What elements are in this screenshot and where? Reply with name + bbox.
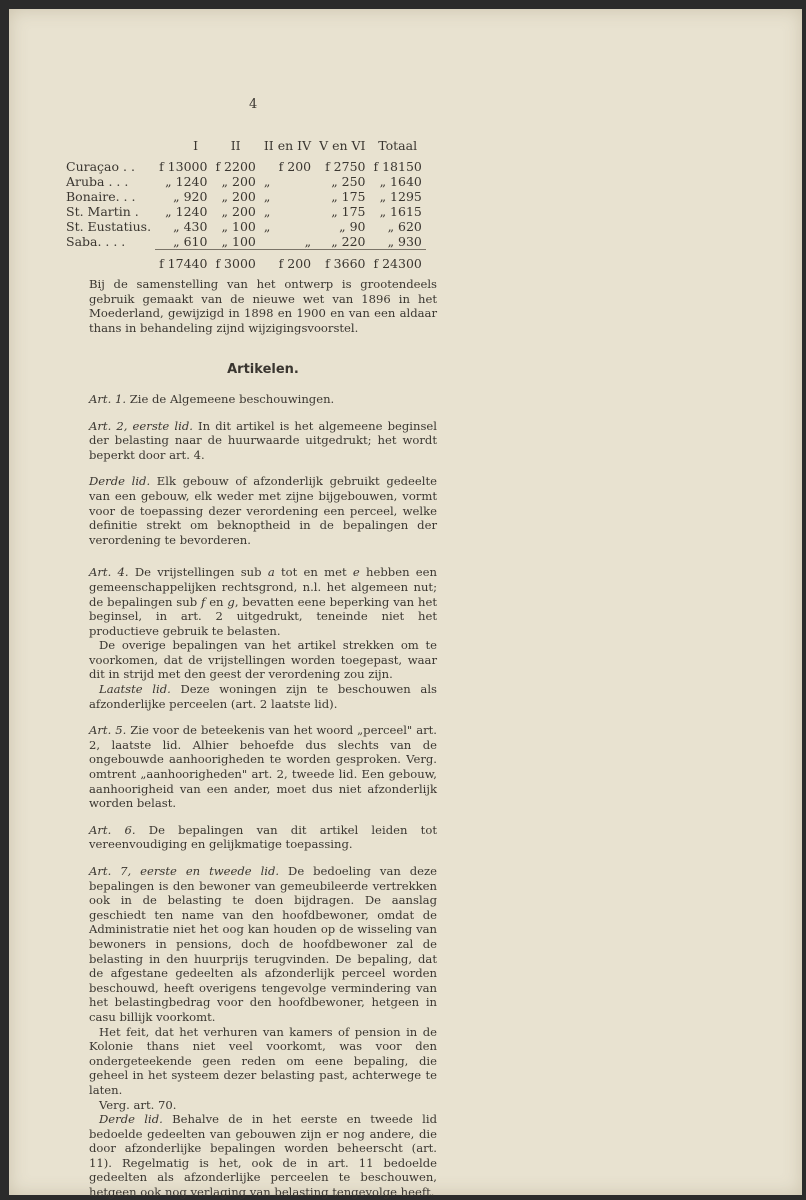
document-page — [9, 9, 802, 1200]
table-cell: f 24300 — [373, 256, 422, 271]
article-body: De bepalingen van dit artikel leiden tot vereenvoudiging en gelijkmatige toepassing. — [89, 822, 437, 852]
table-cell — [66, 250, 155, 272]
table-header: V en VI — [319, 138, 366, 153]
table-cell: „ 200 — [221, 174, 256, 189]
table-cell: „ 175 — [331, 204, 366, 219]
table-cell: St. Eustatius. — [66, 219, 152, 234]
table-total-row — [66, 250, 426, 272]
table-row — [66, 174, 426, 189]
table-cell: „ — [263, 204, 271, 219]
table-header: I — [193, 138, 199, 153]
table-cell: „ 1640 — [379, 174, 422, 189]
page-number: 4 — [249, 97, 258, 112]
article-label: Art. 6. — [89, 822, 136, 837]
table-row — [66, 189, 426, 204]
article-body: De vrijstellingen sub — [128, 565, 268, 580]
article-label: Derde lid. — [89, 474, 151, 489]
table-cell: „ 610 — [155, 234, 211, 250]
article-label: Art. 7, eerste en tweede lid. — [89, 864, 280, 878]
article-body: tot en met — [274, 565, 353, 580]
article-7-derde-lid — [89, 1112, 437, 1200]
article-body: Deze woningen zijn te beschouwen als afzonderlijke perceelen (art. 2 laatste lid). — [89, 682, 437, 711]
table-row — [66, 219, 426, 234]
article-2-derde-lid — [89, 474, 437, 547]
article-4 — [89, 565, 437, 638]
article-7-reference: Verg. art. 70. — [99, 1097, 177, 1112]
table-cell: f 200 — [278, 256, 312, 271]
table-row — [66, 159, 426, 174]
table-header: Totaal — [378, 138, 418, 153]
article-body: hebben een gemeenschappelijken rechtsgrond, n.l. het algemeen nut; de bepalingen sub — [89, 565, 437, 609]
article-7-paragraph: Het feit, dat het verhuren van kamers of pension in de Kolonie thans niet veel voorkomt, was voor den ondergeteekende geen reden om eene bepaling, die geheel in het systeem dezer belasting past, achterwege te laten. — [89, 1024, 437, 1097]
article-body: Zie voor de beteekenis van het woord „perceel" art. 2, laatste lid. Alhier behoefde dus slechts van de ongebouwde aanhoorigheden te worden gesproken. Verg. omtrent „aanhoorigheden" art. 2, tweede lid. Een gebouw, aanhoorigheid van een ander, moet dus niet afzonderlijk worden belast. — [89, 723, 437, 811]
article-4-paragraph: De overige bepalingen van het artikel strekken om te voorkomen, dat de vrijstellingen worden toegepast, waar dit in strijd met den geest der verordening zou zijn. — [89, 638, 437, 682]
article-body: Elk gebouw of afzonderlijk gebruikt gedeelte van een gebouw, elk weder met zijne bijgebouwen, vormt voor de toepassing dezer verordening een perceel, welke definitie strekt om beknoptheid in de bepalingen der verordening te bevorderen. — [89, 474, 437, 547]
table-cell: „ 220 — [315, 234, 369, 250]
sub-letter: a — [267, 565, 275, 580]
table-cell: „ 620 — [387, 219, 422, 234]
article-body: en — [205, 594, 228, 609]
table-cell: Saba. . . . — [66, 234, 126, 250]
table-cell: f 2750 — [325, 159, 366, 174]
article-label: Laatste lid. — [99, 682, 171, 697]
table-cell: „ — [260, 234, 315, 250]
article-body: Behalve de in het eerste en tweede lid bedoelde gedeelten van gebouwen zijn er nog andere, die door afzonderlijke bepalingen worden beheerscht (art. 11). Regelmatig is het, ook de in art. 11 bedoelde gedeelten als afzonderlijke perceelen te beschouwen, hetgeen ook nog verlaging van belasting tengevolge heeft. — [89, 1112, 437, 1200]
table-cell: f 3000 — [215, 256, 256, 271]
table-cell: Bonaire. . . — [66, 189, 136, 204]
article-body: De bedoeling van deze bepalingen is den bewoner van gemeubileerde vertrekken ook in de belasting te doen bijdragen. De aanslag geschiedt ten name van den hoofdbewoner, omdat de Administratie niet het oog kan houden op de wisseling van bewoners in pensions, doch de hoofdbewoner zal de belasting in den huurprijs terugvinden. De bepaling, dat de afgestane gedeelten als afzonderlijk perceel worden beschouwd, heeft overigens tengevolge vermindering van het belastingbedrag voor den hoofdbewoner, hetgeen in casu billijk voorkomt. — [89, 864, 438, 1024]
table-cell: f 3660 — [325, 256, 366, 271]
table-cell: „ — [263, 219, 271, 234]
table-cell: „ 250 — [331, 174, 366, 189]
table-cell: „ 1240 — [165, 204, 208, 219]
article-body: In dit artikel is het algemeene beginsel der belasting naar de huurwaarde uitgedrukt; het wordt beperkt door art. 4. — [89, 418, 437, 462]
table-cell: Aruba . . . — [66, 174, 129, 189]
sub-letter: g — [227, 594, 235, 609]
table-row — [66, 234, 426, 250]
table-cell: „ 930 — [370, 234, 426, 250]
table-header-row — [66, 138, 426, 159]
article-label: Art. 1. — [89, 391, 127, 406]
article-6 — [89, 823, 437, 852]
article-text — [89, 277, 437, 1200]
article-body: Zie de Algemeene beschouwingen. — [126, 391, 335, 406]
revenue-table — [66, 138, 426, 271]
table-cell: „ 430 — [173, 219, 208, 234]
sub-letter: e — [352, 565, 360, 580]
table-cell: „ — [263, 174, 271, 189]
section-heading: Artikelen. — [227, 362, 299, 378]
table-cell: „ — [263, 189, 271, 204]
table-cell: „ 920 — [173, 189, 208, 204]
article-2 — [89, 419, 437, 463]
table-cell: f 17440 — [159, 256, 208, 271]
article-label: Art. 4. — [89, 565, 129, 580]
table-cell: f 200 — [278, 159, 312, 174]
table-cell: „ 100 — [211, 234, 259, 250]
table-cell: „ 200 — [221, 189, 256, 204]
table-cell: „ 100 — [221, 219, 256, 234]
table-cell: f 2200 — [215, 159, 256, 174]
table-cell: f 13000 — [159, 159, 208, 174]
table-header: II — [230, 138, 241, 153]
article-1 — [89, 392, 437, 407]
article-body: , bevatten eene beperking van het beginsel, in art. 2 uitgedrukt, teneinde niet het productieve gebruik te belasten. — [89, 594, 437, 638]
article-label: Art. 5. — [89, 723, 127, 738]
sub-letter: f — [201, 594, 206, 609]
table-cell: „ 175 — [331, 189, 366, 204]
table-cell: „ 1615 — [379, 204, 422, 219]
table-cell: „ 200 — [221, 204, 256, 219]
article-7 — [89, 864, 437, 1025]
intro-paragraph: Bij de samenstelling van het ontwerp is grootendeels gebruik gemaakt van de nieuwe wet van 1896 in het Moederland, gewijzigd in 1898 en 1900 en van een aldaar thans in behandeling zijnd wijzigingsvoorstel. — [89, 277, 437, 335]
article-label: Derde lid. — [99, 1112, 163, 1127]
article-label: Art. 2, eerste lid. — [89, 418, 193, 433]
table-cell: f 18150 — [373, 159, 422, 174]
table-cell: Curaçao . . — [66, 159, 135, 174]
table-cell: St. Martin . — [66, 204, 139, 219]
table-row — [66, 204, 426, 219]
table-cell: „ 1295 — [379, 189, 422, 204]
table-header — [66, 138, 155, 159]
article-4-laatste-lid — [89, 682, 437, 711]
table-header: II en IV — [263, 138, 312, 153]
table-cell: „ 1240 — [165, 174, 208, 189]
article-5 — [89, 723, 437, 811]
table-cell: „ 90 — [339, 219, 366, 234]
